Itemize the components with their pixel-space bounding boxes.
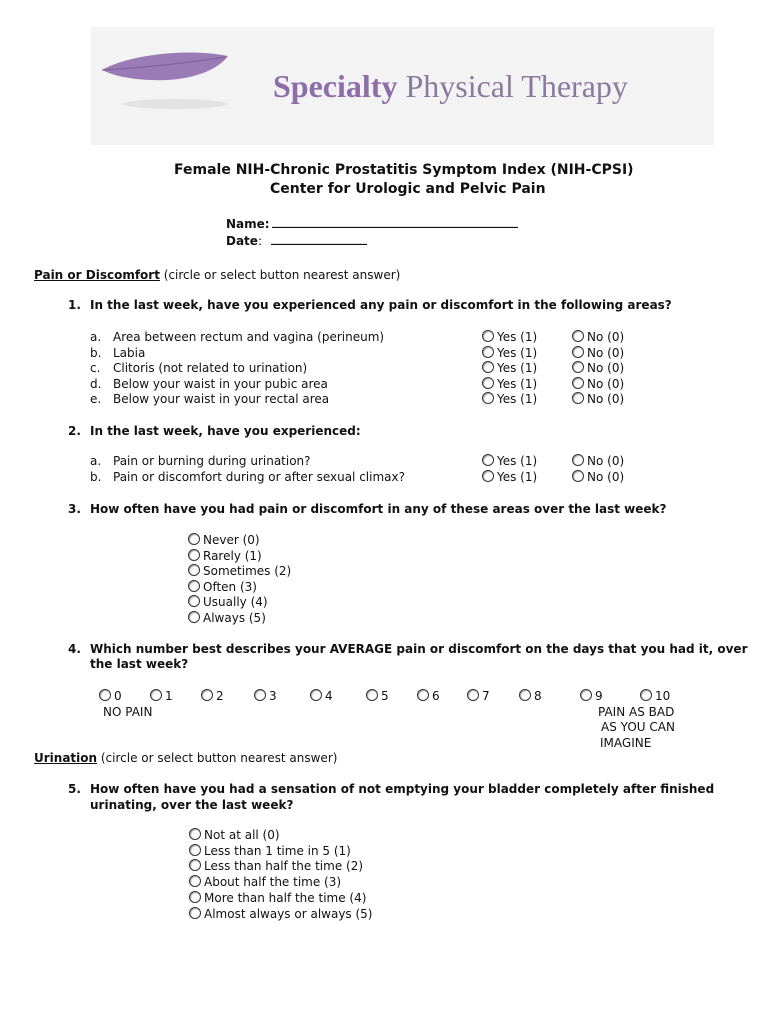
no-radio[interactable] xyxy=(572,377,584,389)
frequency-option[interactable] xyxy=(188,533,260,547)
frequency-option[interactable] xyxy=(188,564,291,578)
frequency-option[interactable] xyxy=(188,595,268,609)
frequency-option[interactable] xyxy=(188,611,266,625)
yes-label: Yes (1) xyxy=(497,330,538,344)
item-letter: c. xyxy=(90,361,101,375)
yes-label: Yes (1) xyxy=(497,346,538,360)
item-label: Area between rectum and vagina (perineum) xyxy=(113,330,385,344)
yes-label: Yes (1) xyxy=(497,454,538,468)
no-option[interactable] xyxy=(572,377,624,391)
pain-scale-number: 5 xyxy=(381,689,389,703)
yes-option[interactable] xyxy=(482,361,537,375)
emptying-label: More than half the time (4) xyxy=(204,890,367,905)
frequency-label: Usually (4) xyxy=(203,595,268,609)
pain-scale-number: 4 xyxy=(325,689,333,703)
no-option[interactable] xyxy=(572,346,624,360)
feather-logo-icon xyxy=(100,48,230,112)
frequency-label: Often (3) xyxy=(203,579,257,594)
yes-radio[interactable] xyxy=(482,346,494,358)
no-option[interactable] xyxy=(572,330,624,344)
yes-radio[interactable] xyxy=(482,377,494,389)
frequency-radio[interactable] xyxy=(188,611,200,623)
no-option[interactable] xyxy=(572,470,624,484)
pain-scale-number: 9 xyxy=(595,689,603,703)
frequency-radio[interactable] xyxy=(188,533,200,545)
emptying-radio[interactable] xyxy=(189,891,201,903)
frequency-radio[interactable] xyxy=(188,549,200,561)
pain-scale-option[interactable] xyxy=(254,689,277,703)
frequency-radio[interactable] xyxy=(188,564,200,576)
pain-scale-radio[interactable] xyxy=(310,689,322,701)
pain-scale-option[interactable] xyxy=(99,689,122,703)
scale-low-label: NO PAIN xyxy=(103,705,153,719)
yes-radio[interactable] xyxy=(482,361,494,373)
yes-option[interactable] xyxy=(482,392,537,406)
question-5-text-line2: urinating, over the last week? xyxy=(90,798,294,812)
no-option[interactable] xyxy=(572,361,624,375)
no-label: No (0) xyxy=(587,330,625,344)
yes-label: Yes (1) xyxy=(497,377,538,391)
pain-scale-option[interactable] xyxy=(580,689,603,703)
pain-scale-radio[interactable] xyxy=(99,689,111,701)
emptying-label: Almost always or always (5) xyxy=(204,906,373,921)
question-5-number: 5. xyxy=(68,782,81,796)
question-3-number: 3. xyxy=(68,502,81,516)
frequency-option[interactable] xyxy=(188,549,262,563)
yes-option[interactable] xyxy=(482,454,537,468)
no-option[interactable] xyxy=(572,392,624,406)
no-radio[interactable] xyxy=(572,392,584,404)
yes-label: Yes (1) xyxy=(497,392,538,406)
date-label: Date: xyxy=(226,234,262,248)
pain-scale-number: 10 xyxy=(655,689,671,703)
emptying-radio[interactable] xyxy=(189,859,201,871)
emptying-option[interactable] xyxy=(189,844,351,858)
pain-scale-number: 7 xyxy=(482,689,490,703)
pain-scale-number: 6 xyxy=(432,689,440,703)
pain-scale-option[interactable] xyxy=(366,689,389,703)
pain-scale-number: 2 xyxy=(216,689,224,703)
item-label: Pain or burning during urination? xyxy=(113,454,311,468)
yes-radio[interactable] xyxy=(482,392,494,404)
question-4-text-line2: the last week? xyxy=(90,657,189,671)
name-field[interactable]: _________________________________________ xyxy=(272,214,518,228)
brand-name xyxy=(273,68,628,105)
no-option[interactable] xyxy=(572,454,624,468)
item-letter: a. xyxy=(90,330,102,344)
name-label: Name: xyxy=(226,217,270,231)
no-radio[interactable] xyxy=(572,470,584,482)
emptying-label: Less than 1 time in 5 (1) xyxy=(204,843,351,858)
item-letter: e. xyxy=(90,392,102,406)
emptying-label: Not at all (0) xyxy=(204,828,280,842)
pain-scale-radio[interactable] xyxy=(201,689,213,701)
emptying-label: Less than half the time (2) xyxy=(204,859,364,874)
pain-scale-radio[interactable] xyxy=(150,689,162,701)
scale-high-label-1: PAIN AS BAD xyxy=(598,705,675,719)
pain-scale-radio[interactable] xyxy=(640,689,652,701)
pain-scale-option[interactable] xyxy=(201,689,224,703)
pain-scale-number: 1 xyxy=(165,689,173,703)
emptying-radio[interactable] xyxy=(189,828,201,840)
no-radio[interactable] xyxy=(572,361,584,373)
pain-scale-option[interactable] xyxy=(519,689,542,703)
pain-scale-radio[interactable] xyxy=(467,689,479,701)
no-label: No (0) xyxy=(587,346,625,360)
emptying-radio[interactable] xyxy=(189,907,201,919)
no-radio[interactable] xyxy=(572,330,584,342)
question-3-text: How often have you had pain or discomfort in any of these areas over the last week? xyxy=(90,502,667,516)
pain-scale-radio[interactable] xyxy=(580,689,592,701)
pain-scale-number: 3 xyxy=(269,689,277,703)
section-pain-heading: Pain or Discomfort (circle or select button nearest answer) xyxy=(34,268,401,282)
no-label: No (0) xyxy=(587,361,625,375)
item-label: Pain or discomfort during or after sexual climax? xyxy=(113,470,405,484)
frequency-radio[interactable] xyxy=(188,580,200,592)
question-2-text: In the last week, have you experienced: xyxy=(90,424,361,438)
scale-high-label-2: AS YOU CAN xyxy=(601,720,675,734)
pain-scale-option[interactable] xyxy=(417,689,440,703)
no-radio[interactable] xyxy=(572,346,584,358)
pain-scale-option[interactable] xyxy=(467,689,490,703)
item-letter: a. xyxy=(90,454,102,468)
emptying-option[interactable] xyxy=(189,828,280,842)
question-4-number: 4. xyxy=(68,642,81,656)
question-1-text: In the last week, have you experienced any pain or discomfort in the following areas? xyxy=(90,298,672,312)
emptying-option[interactable] xyxy=(189,875,341,889)
item-letter: d. xyxy=(90,377,102,391)
yes-option[interactable] xyxy=(482,346,537,360)
question-4-text-line1: Which number best describes your AVERAGE pain or discomfort on the days that you had it, over xyxy=(90,642,748,656)
brand-name-bold: Specialty xyxy=(273,68,398,104)
item-label: Below your waist in your rectal area xyxy=(113,392,330,406)
pain-scale-radio[interactable] xyxy=(417,689,429,701)
yes-option[interactable] xyxy=(482,470,537,484)
pain-scale-number: 0 xyxy=(114,689,122,703)
frequency-radio[interactable] xyxy=(188,595,200,607)
pain-scale-radio[interactable] xyxy=(519,689,531,701)
brand-name-rest: Physical Therapy xyxy=(397,68,628,104)
no-label: No (0) xyxy=(587,377,625,391)
yes-radio[interactable] xyxy=(482,470,494,482)
pain-scale-radio[interactable] xyxy=(366,689,378,701)
question-2-number: 2. xyxy=(68,424,81,438)
frequency-label: Sometimes (2) xyxy=(203,564,292,578)
emptying-radio[interactable] xyxy=(189,875,201,887)
pain-scale-option[interactable] xyxy=(310,689,333,703)
pain-scale-option[interactable] xyxy=(640,689,670,703)
frequency-label: Rarely (1) xyxy=(203,548,262,563)
yes-option[interactable] xyxy=(482,377,537,391)
item-label: Clitoris (not related to urination) xyxy=(113,361,308,375)
yes-label: Yes (1) xyxy=(497,470,538,484)
frequency-option[interactable] xyxy=(188,580,257,594)
no-label: No (0) xyxy=(587,454,625,468)
yes-label: Yes (1) xyxy=(497,361,538,375)
scale-high-label-3: IMAGINE xyxy=(600,736,652,750)
yes-radio[interactable] xyxy=(482,330,494,342)
form-subtitle: Center for Urologic and Pelvic Pain xyxy=(270,181,546,197)
pain-scale-radio[interactable] xyxy=(254,689,266,701)
yes-radio[interactable] xyxy=(482,454,494,466)
emptying-option[interactable] xyxy=(189,891,366,905)
pain-scale-option[interactable] xyxy=(150,689,173,703)
emptying-label: About half the time (3) xyxy=(204,875,342,890)
section-urination-heading: Urination (circle or select button nearest answer) xyxy=(34,751,338,765)
item-label: Below your waist in your pubic area xyxy=(113,377,328,391)
no-radio[interactable] xyxy=(572,454,584,466)
item-letter: b. xyxy=(90,470,102,484)
yes-option[interactable] xyxy=(482,330,537,344)
date-field[interactable]: ________________ xyxy=(271,231,367,245)
frequency-label: Never (0) xyxy=(203,533,260,547)
no-label: No (0) xyxy=(587,392,625,406)
form-title: Female NIH-Chronic Prostatitis Symptom Index (NIH-CPSI) xyxy=(174,162,634,178)
question-5-text-line1: How often have you had a sensation of not emptying your bladder completely after finished xyxy=(90,782,715,796)
pain-scale-number: 8 xyxy=(534,689,542,703)
no-label: No (0) xyxy=(587,470,625,484)
frequency-label: Always (5) xyxy=(203,610,266,625)
emptying-radio[interactable] xyxy=(189,844,201,856)
emptying-option[interactable] xyxy=(189,859,363,873)
question-1-number: 1. xyxy=(68,298,81,312)
item-letter: b. xyxy=(90,346,102,360)
emptying-option[interactable] xyxy=(189,907,372,921)
item-label: Labia xyxy=(113,346,146,360)
